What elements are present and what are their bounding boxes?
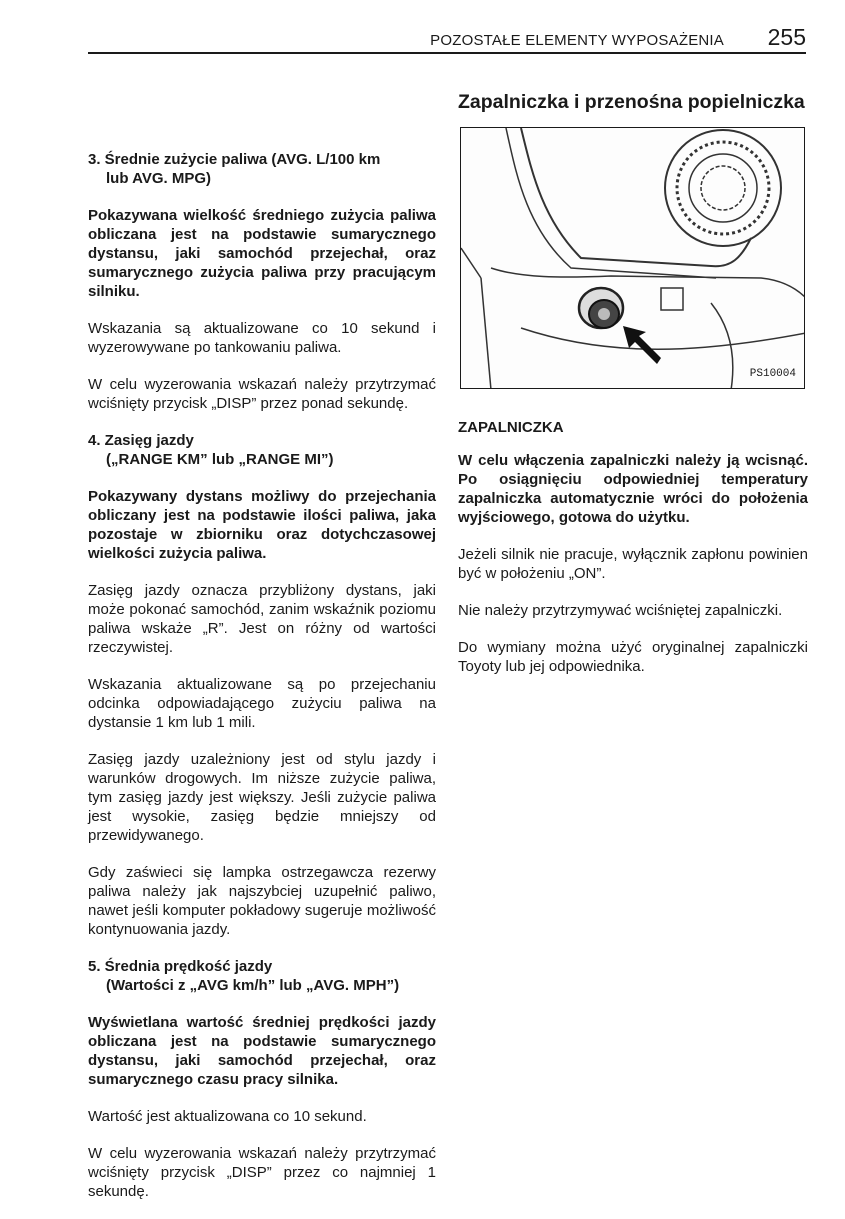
page-header bbox=[88, 26, 806, 54]
item5-paragraph-1: Wartość jest aktualizowana co 10 sekund. bbox=[88, 1108, 367, 1125]
item4-paragraph-2: Wskazania aktualizowane są po przejechaniu odcinka odpowiadającego zużyciu paliwa na dystansie 1 km lub 1 mili. bbox=[88, 676, 436, 731]
lighter-paragraph-1: Jeżeli silnik nie pracuje, wyłącznik zapłonu powinien być w położeniu „ON”. bbox=[458, 546, 808, 582]
item3-heading-line1: 3. Średnie zużycie paliwa (AVG. L/100 km bbox=[88, 151, 381, 168]
item5-paragraph-2: W celu wyzerowania wskazań należy przytrzymać wciśnięty przycisk „DISP” przez co najmniej 1 sekundę. bbox=[88, 1145, 436, 1200]
item4-paragraph-4: Gdy zaświeci się lampka ostrzegawcza rezerwy paliwa należy jak najszybciej uzupełnić paliwo, nawet jeśli komputer pokładowy sugeruje możliwość kontynuowania jazdy. bbox=[88, 864, 436, 938]
subhead-zapalniczka: ZAPALNICZKA bbox=[458, 419, 564, 436]
item5-bold-paragraph: Wyświetlana wartość średniej prędkości jazdy obliczana jest na podstawie sumarycznego dystansu, jaki samochód przejechał, oraz sumarycznego czasu pracy silnika. bbox=[88, 1014, 436, 1088]
section-title: Zapalniczka i przenośna popielniczka bbox=[458, 91, 805, 113]
item5-heading-line1: 5. Średnia prędkość jazdy bbox=[88, 958, 273, 975]
right-column bbox=[458, 90, 808, 694]
item5-heading-line2: (Wartości z „AVG km/h” lub „AVG. MPH”) bbox=[106, 977, 400, 994]
left-column bbox=[88, 150, 436, 1219]
item5-heading bbox=[88, 957, 436, 995]
item4-paragraph-1: Zasięg jazdy oznacza przybliżony dystans, jaki może pokonać samochód, zanim wskaźnik poziomu paliwa wskaże „R”. Jest on różny od wartości rzeczywistej. bbox=[88, 582, 436, 656]
lighter-paragraph-3: Do wymiany można użyć oryginalnej zapalniczki Toyoty lub jej odpowiednika. bbox=[458, 639, 808, 675]
item3-paragraph-1: Wskazania są aktualizowane co 10 sekund i wyzerowywane po tankowaniu paliwa. bbox=[88, 320, 436, 356]
header-title: POZOSTAŁE ELEMENTY WYPOSAŻENIA bbox=[430, 32, 724, 49]
item4-paragraph-3: Zasięg jazdy uzależniony jest od stylu jazdy i warunków drogowych. Im niższe zużycie paliwa, tym zasięg jazdy jest większy. Jeśli zużycie paliwa jest wysokie, zasięg będzie mniejszy od przewidywanego. bbox=[88, 751, 436, 844]
item4-heading bbox=[88, 431, 436, 469]
item3-paragraph-2: W celu wyzerowania wskazań należy przytrzymać wciśnięty przycisk „DISP” przez ponad sekundę. bbox=[88, 376, 436, 412]
item4-bold-paragraph: Pokazywany dystans możliwy do przejechania obliczany jest na podstawie ilości paliwa, jaka pozostaje w zbiorniku oraz dotychczasowej wielkości zużycia paliwa. bbox=[88, 488, 436, 562]
cigarette-lighter-figure bbox=[460, 127, 805, 389]
item3-heading bbox=[88, 150, 436, 188]
figure-code: PS10004 bbox=[749, 368, 796, 380]
item4-heading-line2: („RANGE KM” lub „RANGE MI”) bbox=[106, 451, 334, 468]
lighter-paragraph-2: Nie należy przytrzymywać wciśniętej zapalniczki. bbox=[458, 602, 783, 619]
page-number: 255 bbox=[767, 24, 806, 50]
dashboard-illustration bbox=[461, 128, 805, 389]
item4-heading-line1: 4. Zasięg jazdy bbox=[88, 432, 194, 449]
lighter-bold-paragraph: W celu włączenia zapalniczki należy ją wcisnąć. Po osiągnięciu odpowiedniej temperatury zapalniczka automatycznie wróci do położenia wyjściowego, gotowa do użytku. bbox=[458, 452, 808, 526]
item3-bold-paragraph: Pokazywana wielkość średniego zużycia paliwa obliczana jest na podstawie sumarycznego dystansu, jaki samochód przejechał, oraz sumarycznego zużycia paliwa przy pracującym silniku. bbox=[88, 207, 436, 300]
item3-heading-line2: lub AVG. MPG) bbox=[106, 170, 211, 187]
